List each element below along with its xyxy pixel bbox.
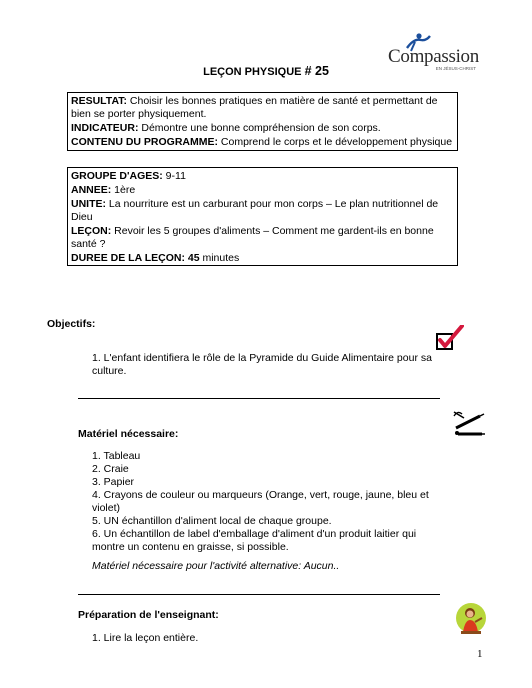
groupe-text: 9-11 bbox=[162, 170, 186, 182]
annee-line bbox=[71, 184, 454, 197]
unite-label: UNITE: bbox=[71, 198, 106, 210]
page-number: 1 bbox=[477, 648, 483, 660]
lesson-number: # 25 bbox=[304, 64, 329, 78]
list-item: 1. Tableau bbox=[92, 450, 141, 462]
list-item: 3. Papier bbox=[92, 476, 135, 488]
lecon-text: Revoir les 5 groupes d'aliments – Comment me gardent-ils en bonne santé ? bbox=[71, 225, 434, 250]
list-item: 4. Crayons de couleur ou marqueurs (Orange, vert, rouge, jaune, bleu et violet) bbox=[92, 489, 429, 514]
logo-wordmark: Compassion bbox=[388, 46, 479, 67]
lesson-title-prefix: LEÇON PHYSIQUE bbox=[203, 66, 302, 78]
indicateur-label: INDICATEUR: bbox=[71, 122, 139, 134]
duree-line bbox=[71, 252, 454, 265]
materiel-list bbox=[92, 450, 437, 554]
objectifs-heading: Objectifs: bbox=[47, 318, 96, 330]
unite-line bbox=[71, 198, 454, 224]
contenu-line bbox=[71, 136, 454, 149]
annee-label: ANNEE: bbox=[71, 184, 112, 196]
checkmark-box-icon bbox=[436, 325, 464, 351]
pencil-crayon-icon bbox=[450, 408, 486, 438]
groupe-label: GROUPE D'AGES: bbox=[71, 170, 163, 182]
resultat-line bbox=[71, 95, 454, 121]
objectif-item: 1. L'enfant identifiera le rôle de la Pyramide du Guide Alimentaire pour sa culture. bbox=[92, 352, 432, 377]
list-item: 2. Craie bbox=[92, 463, 129, 475]
contenu-label: CONTENU DU PROGRAMME: bbox=[71, 136, 218, 148]
preparation-heading: Préparation de l'enseignant: bbox=[78, 609, 219, 621]
section-divider bbox=[78, 594, 440, 595]
section-divider bbox=[78, 398, 440, 399]
unite-text: La nourriture est un carburant pour mon corps – Le plan nutritionnel de Dieu bbox=[71, 198, 439, 223]
duree-value: 45 bbox=[184, 252, 200, 264]
lesson-title bbox=[0, 64, 532, 78]
materiel-alternative: Matériel nécessaire pour l'activité alternative: Aucun.. bbox=[92, 560, 340, 572]
groupe-line bbox=[71, 170, 454, 183]
list-item: 6. Un échantillon de label d'emballage d'aliment d'un produit laitier qui montre un contenu en graisse, si possible. bbox=[92, 528, 417, 553]
materiel-heading: Matériel nécessaire: bbox=[78, 428, 179, 440]
teacher-icon bbox=[455, 602, 487, 638]
resultat-label: RESULTAT: bbox=[71, 95, 127, 107]
annee-text: 1ère bbox=[111, 184, 136, 196]
list-item: 5. UN échantillon d'aliment local de chaque groupe. bbox=[92, 515, 332, 527]
duree-unit: minutes bbox=[199, 252, 240, 264]
indicateur-text: Démontre une bonne compréhension de son corps. bbox=[138, 122, 381, 134]
program-info-box bbox=[67, 92, 458, 151]
lesson-info-box bbox=[67, 167, 458, 266]
duree-label: DUREE DE LA LEÇON: bbox=[71, 252, 185, 264]
resultat-text: Choisir les bonnes pratiques en matière de santé et permettant de bien se porter physiquement. bbox=[71, 95, 438, 120]
contenu-text: Comprend le corps et le développement physique bbox=[218, 136, 453, 148]
preparation-item: 1. Lire la leçon entière. bbox=[92, 632, 199, 644]
indicateur-line bbox=[71, 122, 454, 135]
lecon-label: LEÇON: bbox=[71, 225, 112, 237]
logo-subtitle: EN JÉSUS-CHRIST bbox=[435, 66, 476, 71]
lecon-line bbox=[71, 225, 454, 251]
